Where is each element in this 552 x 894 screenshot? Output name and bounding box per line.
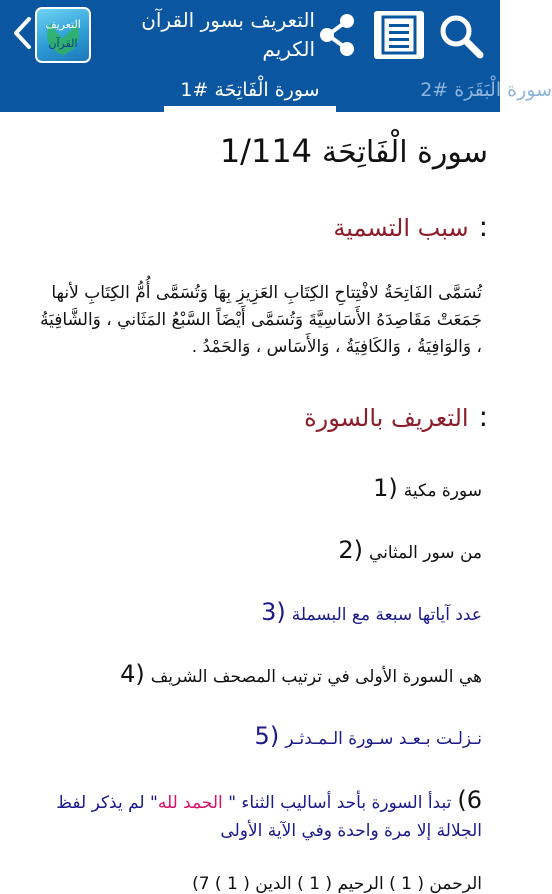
app-title	[100, 6, 315, 64]
list-item-number: 4)	[120, 660, 145, 688]
app-title-line2: الكريم	[262, 37, 315, 61]
list-item	[338, 536, 482, 564]
section-intro-title: التعريف بالسورة	[304, 404, 469, 432]
app-title-line1: التعريف بسور القرآن	[141, 8, 315, 32]
app-logo-icon	[37, 9, 89, 61]
menu-button[interactable]	[374, 11, 424, 59]
sura-index: 1/114	[219, 132, 313, 170]
list-item-text-after: " لم يذكر لفظ الجلالة إلا مرة واحدة وفي الآية الأولى	[56, 793, 482, 841]
back-chevron-icon[interactable]	[10, 15, 36, 51]
section-colon: :	[478, 210, 488, 243]
list-item	[373, 474, 482, 502]
section-colon: :	[478, 400, 488, 433]
list-item-text: من سور المثاني	[368, 543, 482, 563]
search-icon[interactable]	[436, 11, 486, 61]
list-item-text: نـزلـت بـعـد سـورة الـمـدثـر	[285, 729, 482, 749]
list-item	[261, 598, 482, 626]
list-item-text: عدد آياتها سبعة مع البسملة	[291, 605, 482, 625]
list-item-number: 6)	[457, 786, 482, 814]
list-item-text: هي السورة الأولى في ترتيب المصحف الشريف	[150, 667, 482, 687]
list-item-number: 3)	[261, 598, 286, 626]
logo-text-bottom: القرآن	[48, 37, 78, 50]
section-naming-heading	[333, 210, 488, 243]
list-item	[255, 722, 482, 750]
sura-name: سورة الْفَاتِحَة	[322, 135, 488, 170]
section-intro-heading	[304, 400, 488, 433]
list-item-number: 1)	[373, 474, 398, 502]
list-item-number: 5)	[254, 722, 280, 750]
list-item-partial: الرحمن ( 1 ) الرحيم ( 1 ) الدين ( 1 ) 7)	[192, 874, 482, 894]
highlighted-phrase: الحمد لله	[157, 793, 229, 813]
sura-content[interactable]	[0, 112, 500, 894]
section-naming-title: سبب التسمية	[333, 214, 469, 242]
naming-paragraph: تُسَمَّى الفَاتِحَةُ لافْتِتاحِ الكِتَابِ العَزِيزِ بِهَا وَتُسَمَّى أُمُّ الكِتَابِ لأنها جَمَعَتْ مَقَاصِدَهُ الأَسَاسِيَّةَ وَتُسَمَّى أَيْضَاً السَّبْعُ المَثَاني ، وَالشَّافِيَةُ ، وَالوَافِيَةُ ، وَالكَافِيَةُ ، وَالأَسَاس ، وَالحَمْدُ .	[40, 283, 482, 357]
menu-icon	[374, 11, 424, 59]
share-icon[interactable]	[316, 12, 360, 58]
app-bar	[0, 0, 500, 70]
tab-fatiha[interactable]: سورة الْفَاتِحَة #1	[180, 79, 320, 101]
list-item	[120, 660, 482, 688]
list-item	[22, 786, 482, 845]
list-item-number: 2)	[338, 536, 363, 564]
list-item-text-before: تبدأ السورة بأحد أساليب الثناء "	[228, 793, 452, 813]
sura-title	[220, 132, 488, 170]
logo-text-top: التعريف	[45, 18, 81, 31]
list-item-text: سورة مكية	[403, 481, 482, 501]
app-logo[interactable]	[35, 7, 91, 63]
tab-baqara[interactable]: سورة الْبَقَرَة #2	[420, 79, 552, 101]
